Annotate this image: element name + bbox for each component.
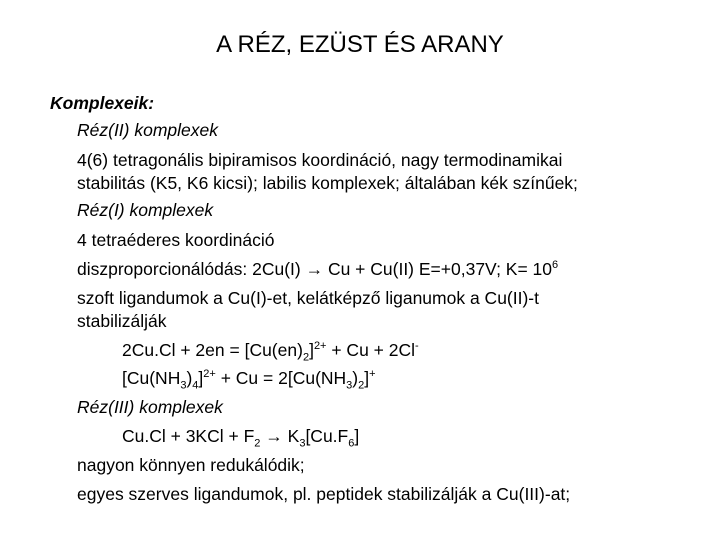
cu1-line-3: szoft ligandumok a Cu(I)-et, kelátképző liganumok a Cu(II)-t xyxy=(77,288,539,308)
eq1-part: + Cu + 2Cl xyxy=(326,340,416,360)
eq2-part: ) xyxy=(186,368,193,388)
eq2-part: ] xyxy=(364,368,370,388)
eq2-sup: + xyxy=(369,368,376,381)
eq1-sub: 2 xyxy=(302,351,310,364)
eq3-part: [Cu.F xyxy=(305,426,349,446)
equation-3 xyxy=(122,425,360,450)
equation-1 xyxy=(122,339,419,364)
disproportionation-text: diszproporcionálódás: 2Cu(I) → Cu + Cu(II) E=+0,37V; K= 10 xyxy=(77,259,553,279)
cu3-line-1: nagyon könnyen redukálódik; xyxy=(77,455,305,475)
eq3-sub: 6 xyxy=(348,437,355,450)
eq3-sub: 3 xyxy=(299,437,306,450)
cu2-line-1: 4(6) tetragonális bipiramisos koordináció, nagy termodinamikai xyxy=(77,150,563,170)
cu2-line-2: stabilitás (K5, K6 kicsi); labilis komplexek; általában kék színűek; xyxy=(77,173,578,193)
eq2-part: [Cu(NH xyxy=(122,368,181,388)
eq3-part: ] xyxy=(354,426,360,446)
eq2-part: + Cu = 2[Cu(NH xyxy=(215,368,347,388)
disproportionation-line xyxy=(77,258,558,280)
cu3-line-2: egyes szerves ligandumok, pl. peptidek stabilizálják a Cu(III)-at; xyxy=(77,484,571,504)
page-title: A RÉZ, EZÜST ÉS ARANY xyxy=(216,31,504,58)
k-exponent: 6 xyxy=(552,259,559,272)
eq2-part: ] xyxy=(198,368,204,388)
eq1-part: ] xyxy=(309,340,314,360)
eq2-sub: 2 xyxy=(358,379,365,392)
eq2-part: ) xyxy=(352,368,359,388)
cu2-label: Réz(II) komplexek xyxy=(77,120,219,140)
eq3-part: → K xyxy=(260,426,300,446)
eq3-sub: 2 xyxy=(254,437,261,450)
cu3-label: Réz(III) komplexek xyxy=(77,397,223,417)
eq2-sub: 3 xyxy=(346,379,353,392)
section-heading: Komplexeik: xyxy=(50,93,155,113)
eq2-sup: 2+ xyxy=(203,368,216,381)
eq2-sub: 4 xyxy=(192,379,199,392)
cu1-label: Réz(I) komplexek xyxy=(77,200,214,220)
eq3-part: Cu.Cl + 3KCl + F xyxy=(122,426,255,446)
cu1-line-4: stabilizálják xyxy=(77,311,167,331)
eq1-sup: - xyxy=(415,340,419,353)
eq2-sub: 3 xyxy=(180,379,187,392)
cu1-line-1: 4 tetraéderes koordináció xyxy=(77,230,275,250)
equation-2 xyxy=(122,367,376,392)
eq1-sup: 2+ xyxy=(313,340,327,353)
eq1-part: 2Cu.Cl + 2en = [Cu(en) xyxy=(122,340,303,360)
